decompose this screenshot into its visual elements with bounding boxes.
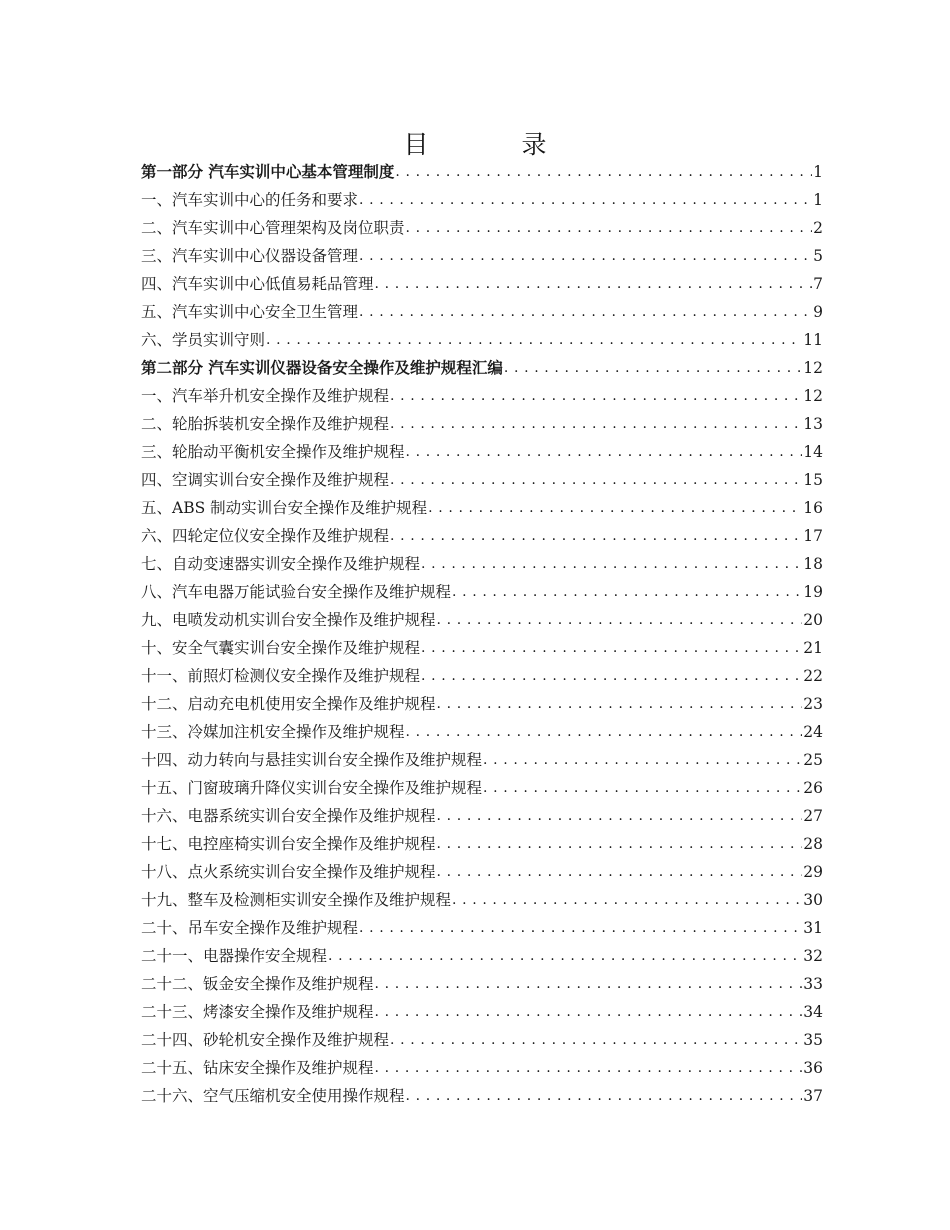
toc-dot-leader (375, 998, 803, 1026)
toc-entry[interactable] (141, 802, 823, 830)
toc-dot-leader (266, 326, 802, 354)
toc-entry[interactable] (141, 970, 823, 998)
toc-entry[interactable] (141, 438, 823, 466)
toc-page-number: 26 (803, 779, 823, 797)
toc-entry[interactable] (141, 578, 823, 606)
toc-dot-leader (421, 550, 802, 578)
toc-entry-label: 十八、点火系统实训台安全操作及维护规程 (141, 863, 436, 881)
toc-entry-label: 二十、吊车安全操作及维护规程 (141, 919, 359, 937)
toc-entry-label: 二十三、烤漆安全操作及维护规程 (141, 1003, 374, 1021)
toc-entry-label: 四、汽车实训中心低值易耗品管理 (141, 275, 374, 293)
toc-dot-leader (359, 298, 812, 326)
toc-dot-leader (437, 858, 803, 886)
toc-entry[interactable] (141, 662, 823, 690)
toc-entry[interactable] (141, 1082, 823, 1110)
toc-dot-leader (437, 802, 803, 830)
toc-page-number: 25 (803, 751, 823, 769)
toc-page-number: 11 (803, 331, 823, 349)
toc-page-number: 9 (813, 303, 823, 321)
toc-entry[interactable] (141, 466, 823, 494)
toc-entry-label: 六、学员实训守则 (141, 331, 266, 349)
toc-dot-leader (437, 606, 803, 634)
toc-dot-leader (406, 718, 803, 746)
toc-page-number: 32 (803, 947, 823, 965)
toc-page-number: 15 (803, 471, 823, 489)
toc-dot-leader (359, 914, 802, 942)
toc-part-heading[interactable] (141, 354, 823, 382)
toc-page-number: 28 (803, 835, 823, 853)
toc-dot-leader (428, 494, 802, 522)
toc-entry-label: 五、汽车实训中心安全卫生管理 (141, 303, 359, 321)
toc-page-number: 33 (803, 975, 823, 993)
toc-entry[interactable] (141, 942, 823, 970)
toc-entry[interactable] (141, 550, 823, 578)
toc-entry-label: 五、ABS 制动实训台安全操作及维护规程 (141, 499, 428, 517)
toc-entry-label: 二十五、钻床安全操作及维护规程 (141, 1059, 374, 1077)
toc-entry-label: 三、轮胎动平衡机安全操作及维护规程 (141, 443, 405, 461)
toc-page-number: 2 (813, 219, 823, 237)
toc-entry-label: 一、汽车举升机安全操作及维护规程 (141, 387, 390, 405)
toc-entry-label: 二十一、电器操作安全规程 (141, 947, 328, 965)
toc-entry[interactable] (141, 606, 823, 634)
toc-dot-leader (375, 1054, 803, 1082)
toc-entry[interactable] (141, 634, 823, 662)
toc-page-number: 18 (803, 555, 823, 573)
toc-entry[interactable] (141, 914, 823, 942)
toc-entry[interactable] (141, 774, 823, 802)
toc-entry[interactable] (141, 718, 823, 746)
toc-entry-label: 二、轮胎拆装机安全操作及维护规程 (141, 415, 390, 433)
toc-page-number: 5 (813, 247, 823, 265)
toc-page-number: 14 (803, 443, 823, 461)
toc-entry-label: 第二部分 汽车实训仪器设备安全操作及维护规程汇编 (141, 358, 503, 377)
toc-dot-leader (421, 662, 802, 690)
toc-dot-leader (437, 830, 803, 858)
toc-entry-label: 十六、电器系统实训台安全操作及维护规程 (141, 807, 436, 825)
toc-entry[interactable] (141, 410, 823, 438)
toc-page-number: 21 (803, 639, 823, 657)
toc-entry-label: 十七、电控座椅实训台安全操作及维护规程 (141, 835, 436, 853)
toc-page-number: 30 (803, 891, 823, 909)
toc-entry[interactable] (141, 1026, 823, 1054)
toc-page-number: 36 (803, 1059, 823, 1077)
toc-entry[interactable] (141, 690, 823, 718)
toc-entry[interactable] (141, 998, 823, 1026)
toc-entry[interactable] (141, 746, 823, 774)
toc-page-number: 7 (813, 275, 823, 293)
toc-entry-label: 二十四、砂轮机安全操作及维护规程 (141, 1031, 390, 1049)
toc-page-number: 27 (803, 807, 823, 825)
toc-page-number: 12 (803, 359, 823, 377)
toc-title: 目 录 (403, 129, 581, 159)
toc-entry[interactable] (141, 494, 823, 522)
toc-entry-label: 六、四轮定位仪安全操作及维护规程 (141, 527, 390, 545)
toc-dot-leader (359, 242, 812, 270)
toc-part-heading[interactable] (141, 158, 823, 186)
toc-entry-label: 九、电喷发动机实训台安全操作及维护规程 (141, 611, 436, 629)
toc-page-number: 13 (803, 415, 823, 433)
toc-page-number: 37 (803, 1087, 823, 1105)
toc-dot-leader (390, 522, 802, 550)
toc-page-number: 12 (803, 387, 823, 405)
toc-dot-leader (452, 578, 802, 606)
toc-entry-label: 八、汽车电器万能试验台安全操作及维护规程 (141, 583, 452, 601)
toc-dot-leader (390, 382, 802, 410)
toc-entry-label: 十二、启动充电机使用安全操作及维护规程 (141, 695, 436, 713)
toc-dot-leader (421, 634, 802, 662)
toc-page-number: 19 (803, 583, 823, 601)
toc-entry[interactable] (141, 214, 823, 242)
toc-dot-leader (328, 942, 802, 970)
toc-entry[interactable] (141, 242, 823, 270)
toc-page-number: 22 (803, 667, 823, 685)
toc-dot-leader (483, 774, 802, 802)
toc-entry-label: 第一部分 汽车实训中心基本管理制度 (141, 162, 395, 181)
toc-dot-leader (395, 158, 812, 186)
toc-dot-leader (406, 1082, 803, 1110)
toc-dot-leader (375, 270, 813, 298)
toc-entry-label: 一、汽车实训中心的任务和要求 (141, 191, 359, 209)
toc-page-number: 1 (813, 163, 823, 181)
toc-page-number: 20 (803, 611, 823, 629)
toc-entry-label: 三、汽车实训中心仪器设备管理 (141, 247, 359, 265)
toc-dot-leader (406, 438, 803, 466)
toc-entry[interactable] (141, 298, 823, 326)
toc-entry[interactable] (141, 186, 823, 214)
toc-entry[interactable] (141, 858, 823, 886)
toc-entry-label: 二十二、钣金安全操作及维护规程 (141, 975, 374, 993)
toc-entry-label: 十一、前照灯检测仪安全操作及维护规程 (141, 667, 421, 685)
toc-entry[interactable] (141, 382, 823, 410)
toc-entry-label: 十四、动力转向与悬挂实训台安全操作及维护规程 (141, 751, 483, 769)
toc-dot-leader (483, 746, 802, 774)
toc-dot-leader (359, 186, 812, 214)
toc-page-number: 23 (803, 695, 823, 713)
toc-entry-label: 十、安全气囊实训台安全操作及维护规程 (141, 639, 421, 657)
toc-dot-leader (504, 354, 802, 382)
toc-page-number: 17 (803, 527, 823, 545)
toc-entry[interactable] (141, 326, 823, 354)
toc-entry-label: 二、汽车实训中心管理架构及岗位职责 (141, 219, 405, 237)
toc-dot-leader (375, 970, 803, 998)
toc-dot-leader (390, 466, 802, 494)
toc-page-number: 35 (803, 1031, 823, 1049)
toc-page-number: 1 (813, 191, 823, 209)
toc-page-number: 31 (803, 919, 823, 937)
toc-entry[interactable] (141, 522, 823, 550)
toc-dot-leader (406, 214, 813, 242)
toc-entry-label: 七、自动变速器实训安全操作及维护规程 (141, 555, 421, 573)
toc-dot-leader (452, 886, 802, 914)
toc-dot-leader (390, 1026, 802, 1054)
toc-page-number: 34 (803, 1003, 823, 1021)
toc-entry[interactable] (141, 1054, 823, 1082)
toc-entry-label: 十三、冷媒加注机安全操作及维护规程 (141, 723, 405, 741)
toc-dot-leader (437, 690, 803, 718)
toc-entry[interactable] (141, 270, 823, 298)
toc-entry-label: 十五、门窗玻璃升降仪实训台安全操作及维护规程 (141, 779, 483, 797)
toc-page-number: 24 (803, 723, 823, 741)
toc-entry-label: 二十六、空气压缩机安全使用操作规程 (141, 1087, 405, 1105)
toc-dot-leader (390, 410, 802, 438)
toc-page-number: 16 (803, 499, 823, 517)
table-of-contents (141, 158, 823, 1110)
toc-entry[interactable] (141, 886, 823, 914)
toc-entry[interactable] (141, 830, 823, 858)
toc-page-number: 29 (803, 863, 823, 881)
toc-entry-label: 四、空调实训台安全操作及维护规程 (141, 471, 390, 489)
toc-entry-label: 十九、整车及检测柜实训安全操作及维护规程 (141, 891, 452, 909)
